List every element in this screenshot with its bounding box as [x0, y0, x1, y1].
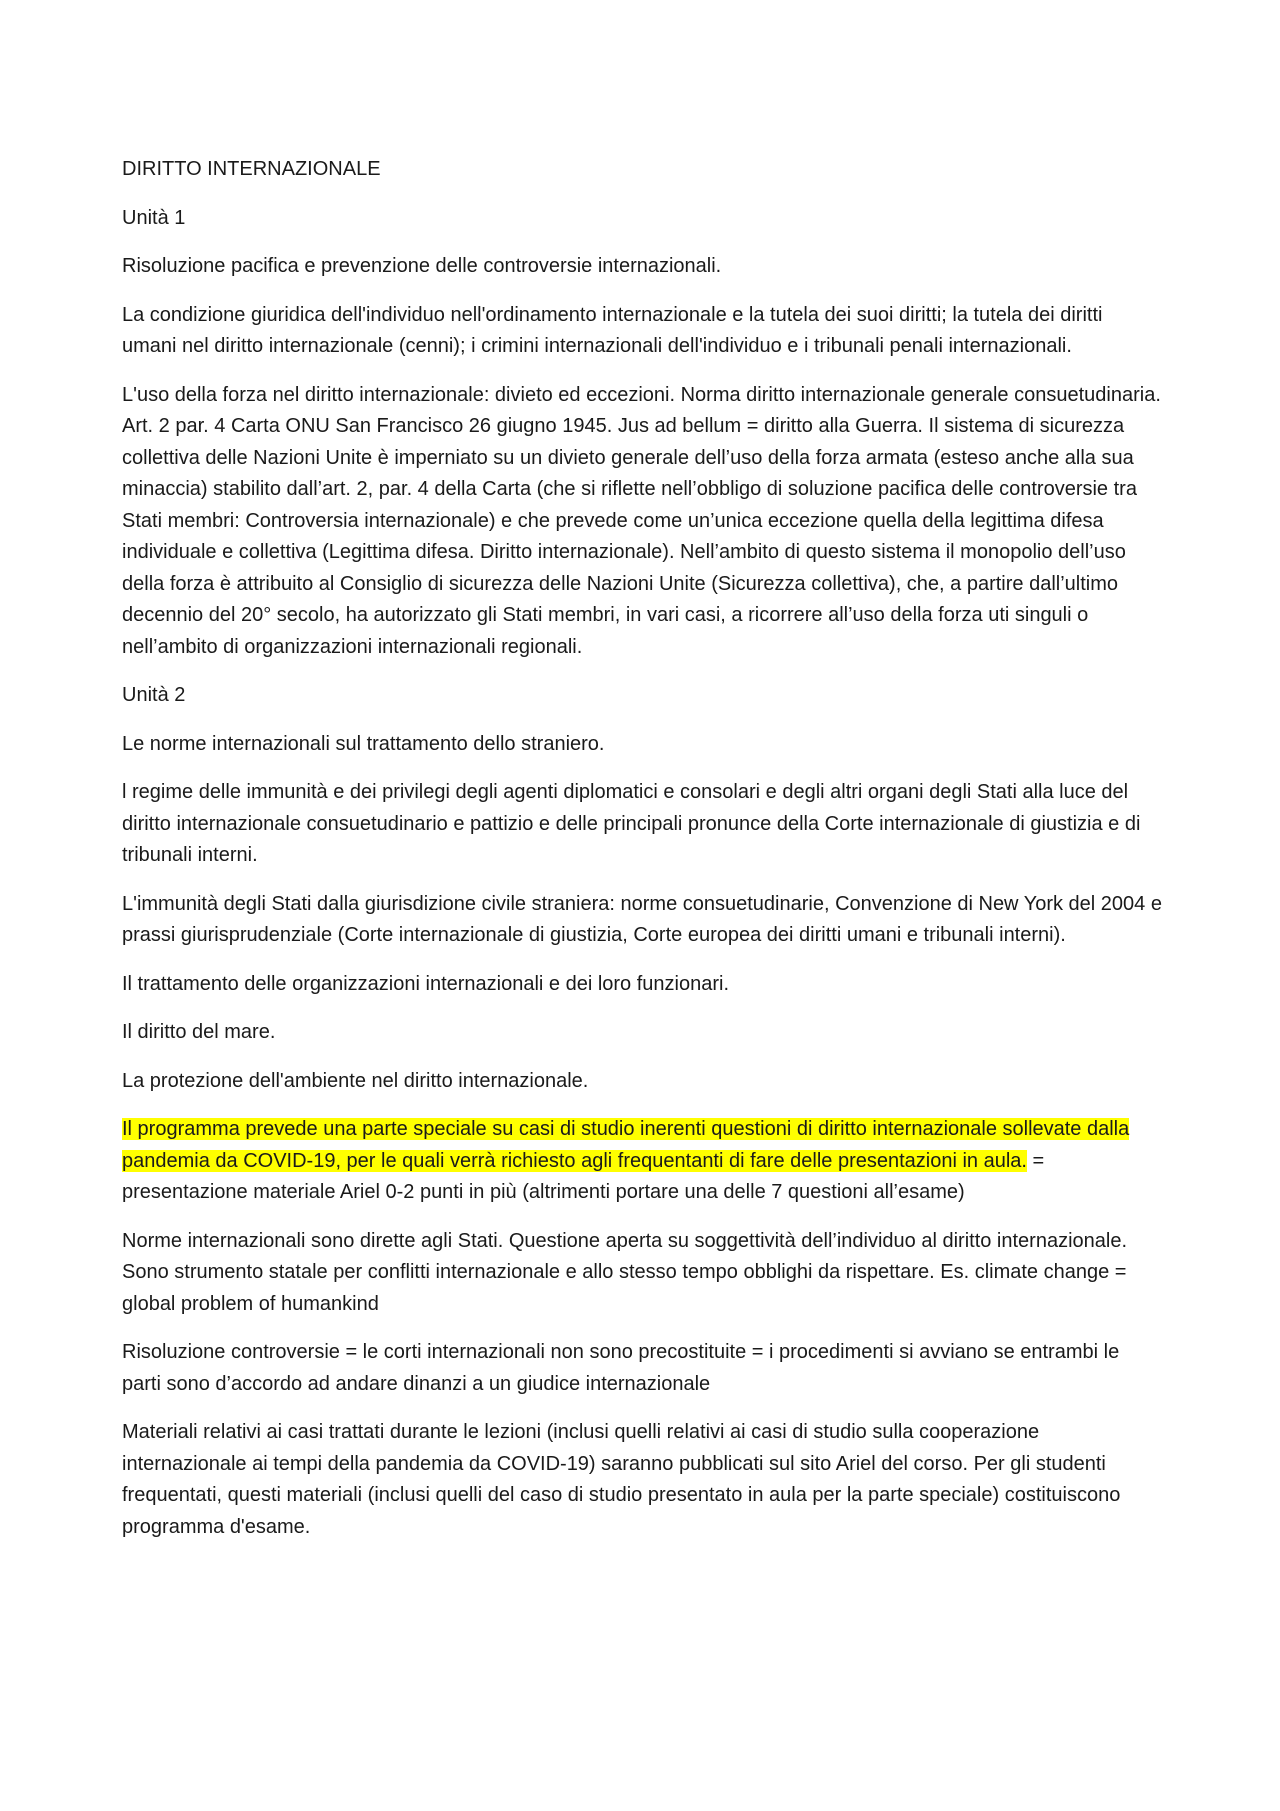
paragraph-immunita-stati: L'immunità degli Stati dalla giurisdizione civile straniera: norme consuetudinarie, Convenzione di New York del 2004 e prassi giurisprudenziale (Corte internazionale di giustizia, Corte europea dei diritti umani e tribunali interni).: [122, 892, 1162, 946]
paragraph-trattamento-organizzazioni: Il trattamento delle organizzazioni internazionali e dei loro funzionari.: [122, 972, 730, 995]
paragraph-risoluzione: Risoluzione pacifica e prevenzione delle controversie internazionali.: [122, 255, 722, 277]
unit-1-heading: Unità 1: [122, 206, 186, 229]
document-title: DIRITTO INTERNAZIONALE: [122, 158, 381, 180]
programma-note: = presentazione materiale Ariel 0-2 punti in più (altrimenti portare una delle 7 questioni all’esame): [122, 1149, 1045, 1203]
paragraph-diritto-mare: Il diritto del mare.: [122, 1021, 276, 1043]
paragraph-uso-della-forza: L'uso della forza nel diritto internazionale: divieto ed eccezioni. Norma diritto internazionale generale consuetudinaria. Art. 2 par. 4 Carta ONU San Francisco 26 giugno 1945. Jus ad bellum = diritto alla Guerra. Il sistema di sicurezza collettiva delle Nazioni Unite è imperniato su un divieto generale dell’uso della forza armata (esteso anche alla sua minaccia) stabilito dall’art. 2, par. 4 della Carta (che si riflette nell’obbligo di soluzione pacifica delle controversie tra Stati membri: Controversia internazionale) e che prevede come un’unica eccezione quella della legittima difesa individuale e collettiva (Legittima difesa. Diritto internazionale). Nell’ambito di questo sistema il monopolio dell’uso della forza è attribuito al Consiglio di sicurezza delle Nazioni Unite (Sicurezza collettiva), che, a partire dall’ultimo decennio del 20° secolo, ha autorizzato gli Stati membri, in vari casi, a ricorrere all’uso della forza uti singuli o nell’ambito di organizzazioni internazionali regionali.: [122, 383, 1161, 658]
document-body: [122, 154, 1162, 1560]
paragraph-risoluzione-controversie: Risoluzione controversie = le corti internazionali non sono precostituite = i procedimenti si avviano se entrambi le parti sono d’accordo ad andare dinanzi a un giudice internazionale: [122, 1341, 1120, 1395]
paragraph-programma: [122, 1114, 1162, 1209]
paragraph-norme-stati: Norme internazionali sono dirette agli Stati. Questione aperta su soggettività dell’individuo al diritto internazionale. Sono strumento statale per conflitti internazionale e allo stesso tempo obblighi da rispettare. Es. climate change = global problem of humankind: [122, 1229, 1128, 1315]
paragraph-regime-immunita: l regime delle immunità e dei privilegi degli agenti diplomatici e consolari e degli altri organi degli Stati alla luce del diritto internazionale consuetudinario e pattizio e delle principali pronunce della Corte internazionale di giustizia e di tribunali interni.: [122, 781, 1141, 866]
paragraph-condizione-giuridica: La condizione giuridica dell'individuo nell'ordinamento internazionale e la tutela dei suoi diritti; la tutela dei diritti umani nel diritto internazionale (cenni); i crimini internazionali dell'individuo e i tribunali penali internazionali.: [122, 303, 1103, 357]
highlighted-text: Il programma prevede una parte speciale su casi di studio inerenti questioni di diritto internazionale sollevate dalla pandemia da COVID-19, per le quali verrà richiesto agli frequentanti di fare delle presentazioni in aula.: [122, 1118, 1130, 1172]
unit-2-heading: Unità 2: [122, 684, 186, 706]
paragraph-protezione-ambiente: La protezione dell'ambiente nel diritto internazionale.: [122, 1069, 589, 1092]
paragraph-norme-straniero: Le norme internazionali sul trattamento dello straniero.: [122, 732, 605, 755]
paragraph-materiali: Materiali relativi ai casi trattati durante le lezioni (inclusi quelli relativi ai casi di studio sulla cooperazione internazionale ai tempi della pandemia da COVID-19) saranno pubblicati sul sito Ariel del corso. Per gli studenti frequentati, questi materiali (inclusi quelli del caso di studio presentato in aula per la parte speciale) costituiscono programma d'esame.: [122, 1421, 1121, 1538]
